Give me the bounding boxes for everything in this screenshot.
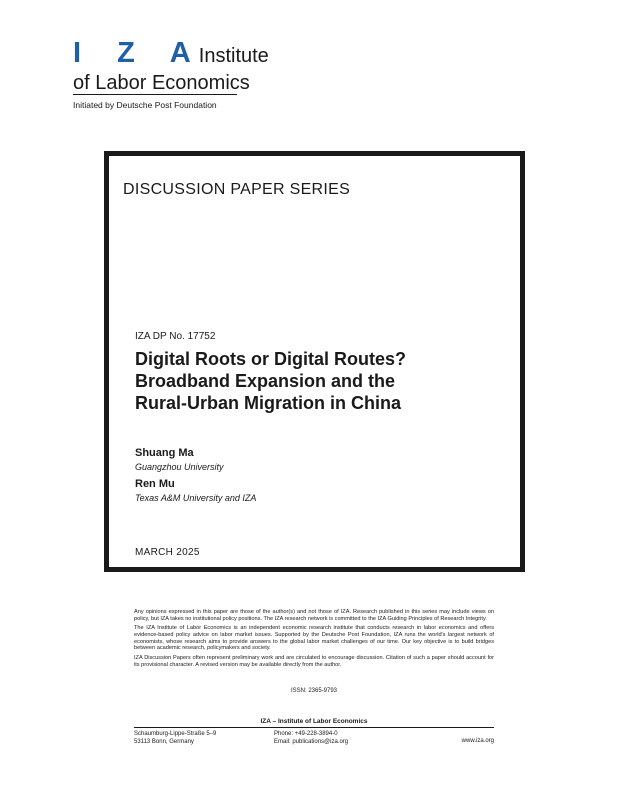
- email-link[interactable]: Email: publications@iza.org: [274, 738, 349, 745]
- author-affiliation: Guangzhou University: [135, 462, 224, 472]
- title-line: Digital Roots or Digital Routes?: [135, 349, 407, 369]
- disclaimer-paragraph: Any opinions expressed in this paper are those of the author(s) and not those of IZA. Research published in this series may include views on policy, but IZA takes no institutional policy positions. The IZA research network is committed to the IZA Guiding Principles of Research Integrity.: [134, 609, 494, 622]
- series-title: DISCUSSION PAPER SERIES: [123, 181, 351, 198]
- website-link[interactable]: www.iza.org: [461, 738, 494, 744]
- author-affiliation: Texas A&M University and IZA: [135, 493, 257, 503]
- iza-logo: [73, 38, 269, 95]
- footer-org: IZA – Institute of Labor Economics: [260, 718, 368, 725]
- logo-line2: of Labor Economics: [73, 72, 250, 94]
- author-name: Ren Mu: [135, 478, 175, 490]
- author-name: Shuang Ma: [135, 447, 194, 459]
- dp-number: IZA DP No. 17752: [135, 331, 216, 342]
- title-frame: [104, 151, 525, 572]
- footer-divider: [134, 727, 494, 728]
- logo-letters: I Z A: [73, 37, 205, 69]
- publication-date: MARCH 2025: [135, 547, 200, 558]
- phone: Phone: +49-228-3894-0: [274, 731, 338, 737]
- address-line: 53113 Bonn, Germany: [134, 738, 194, 745]
- title-line: Rural-Urban Migration in China: [135, 393, 402, 413]
- paper-title: [135, 348, 505, 414]
- disclaimer: [134, 609, 494, 671]
- address-line: Schaumburg-Lippe-Straße 5–9: [134, 731, 217, 737]
- logo-divider: [73, 94, 237, 95]
- logo-tagline: Initiated by Deutsche Post Foundation: [73, 100, 217, 110]
- issn: ISSN: 2365-9793: [290, 688, 338, 694]
- logo-institute: Institute: [198, 45, 269, 67]
- title-line: Broadband Expansion and the: [135, 371, 396, 391]
- disclaimer-paragraph: The IZA Institute of Labor Economics is an independent economic research institute that conducts research in labor economics and offers evidence-based policy advice on labor market issues. Supported by the Deutsche Post Foundation, IZA runs the world's largest network of economists, whose research aims to provide answers to the global labor market challenges of our time. Our key objective is to build bridges between academic research, policymakers and society.: [134, 625, 494, 652]
- disclaimer-paragraph: IZA Discussion Papers often represent preliminary work and are circulated to encourage discussion. Citation of such a paper should account for its provisional character. A revised version may be available directly from the author.: [134, 654, 494, 668]
